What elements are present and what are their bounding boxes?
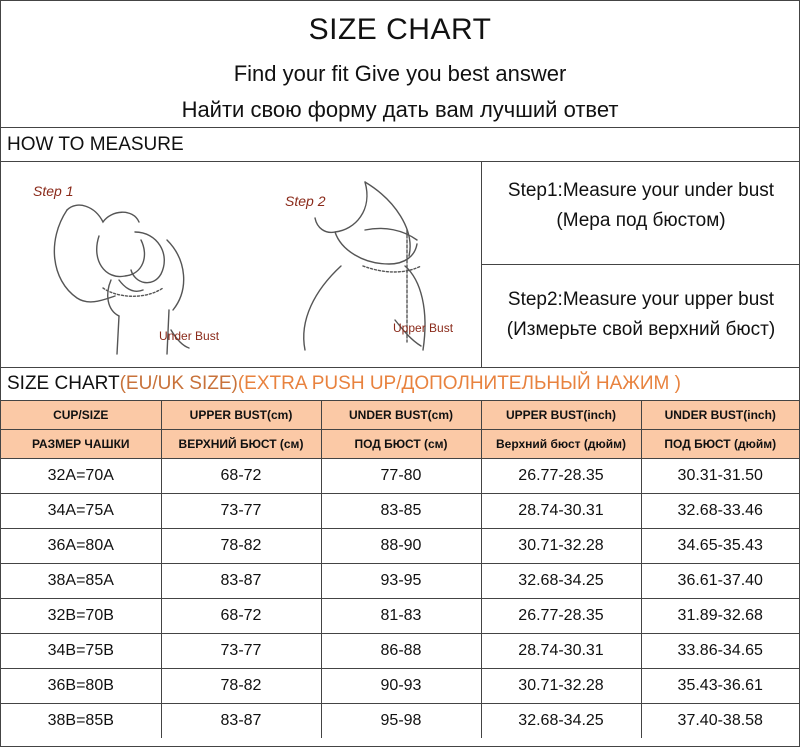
table-cell: 86-88 [321, 634, 481, 669]
table-row [1, 529, 799, 564]
table-cell: 93-95 [321, 564, 481, 599]
step-2-english: Step2:Measure your upper bust [507, 289, 775, 310]
column-header: UPPER BUST(inch) [481, 401, 641, 430]
column-header: РАЗМЕР ЧАШКИ [1, 430, 161, 459]
table-header-row-english [1, 401, 799, 430]
measure-steps [481, 162, 800, 367]
table-cell: 28.74-30.31 [481, 634, 641, 669]
page-title: SIZE CHART [308, 13, 492, 46]
header [1, 1, 799, 128]
column-header: ПОД БЮСТ (дюйм) [641, 430, 799, 459]
table-cell: 83-85 [321, 494, 481, 529]
table-cell: 38B=85B [1, 704, 161, 739]
table-cell: 31.89-32.68 [641, 599, 799, 634]
subtitle-english: Find your fit Give you best answer [233, 61, 567, 86]
table-cell: 73-77 [161, 494, 321, 529]
table-cell: 32B=70B [1, 599, 161, 634]
table-cell: 33.86-34.65 [641, 634, 799, 669]
table-cell: 36B=80B [1, 669, 161, 704]
step-2-label: Step 2 [285, 193, 326, 209]
table-cell: 34.65-35.43 [641, 529, 799, 564]
size-chart-heading [1, 368, 799, 401]
table-cell: 90-93 [321, 669, 481, 704]
size-chart-extra: (EXTRA PUSH UP/ДОПОЛНИТЕЛЬНЫЙ НАЖИМ ) [237, 373, 681, 394]
table-cell: 32.68-34.25 [481, 564, 641, 599]
step-1-instruction [482, 162, 800, 265]
table-cell: 34A=75A [1, 494, 161, 529]
column-header: Верхний бюст (дюйм) [481, 430, 641, 459]
size-chart-title: SIZE CHART [7, 373, 120, 394]
under-bust-illustration [7, 170, 239, 356]
table-cell: 37.40-38.58 [641, 704, 799, 739]
column-header: UPPER BUST(cm) [161, 401, 321, 430]
table-cell: 28.74-30.31 [481, 494, 641, 529]
table-cell: 78-82 [161, 669, 321, 704]
table-cell: 78-82 [161, 529, 321, 564]
upper-bust-illustration [245, 170, 477, 356]
table-cell: 30.71-32.28 [481, 669, 641, 704]
table-cell: 88-90 [321, 529, 481, 564]
table-cell: 26.77-28.35 [481, 459, 641, 494]
table-row [1, 564, 799, 599]
measure-section [1, 162, 799, 368]
table-cell: 77-80 [321, 459, 481, 494]
table-header-row-russian [1, 430, 799, 459]
table-cell: 26.77-28.35 [481, 599, 641, 634]
table-cell: 34B=75B [1, 634, 161, 669]
table-cell: 81-83 [321, 599, 481, 634]
upper-bust-caption: Upper Bust [393, 321, 454, 335]
step-1-english: Step1:Measure your under bust [507, 180, 775, 201]
column-header: UNDER BUST(cm) [321, 401, 481, 430]
column-header: UNDER BUST(inch) [641, 401, 799, 430]
table-cell: 73-77 [161, 634, 321, 669]
table-cell: 30.71-32.28 [481, 529, 641, 564]
table-row [1, 634, 799, 669]
table-cell: 36A=80A [1, 529, 161, 564]
table-cell: 36.61-37.40 [641, 564, 799, 599]
table-row [1, 669, 799, 704]
table-row [1, 494, 799, 529]
column-header: CUP/SIZE [1, 401, 161, 430]
table-cell: 32.68-34.25 [481, 704, 641, 739]
column-header: ПОД БЮСТ (см) [321, 430, 481, 459]
table-cell: 35.43-36.61 [641, 669, 799, 704]
step-1-russian: (Мера под бюстом) [556, 210, 726, 231]
size-table [1, 401, 799, 738]
table-cell: 95-98 [321, 704, 481, 739]
table-cell: 68-72 [161, 459, 321, 494]
table-cell: 83-87 [161, 564, 321, 599]
subtitle-russian: Найти свою форму дать вам лучший ответ [181, 97, 619, 122]
step-2-russian: (Измерьте свой верхний бюст) [506, 319, 776, 340]
table-row [1, 459, 799, 494]
table-cell: 30.31-31.50 [641, 459, 799, 494]
table-cell: 32A=70A [1, 459, 161, 494]
step-2-instruction [482, 265, 800, 367]
table-row [1, 704, 799, 739]
table-cell: 83-87 [161, 704, 321, 739]
how-to-measure-heading: HOW TO MEASURE [1, 128, 799, 162]
size-chart-region: (EU/UK SIZE) [119, 373, 238, 394]
under-bust-caption: Under Bust [159, 329, 220, 343]
table-cell: 32.68-33.46 [641, 494, 799, 529]
table-row [1, 599, 799, 634]
column-header: ВЕРХНИЙ БЮСТ (см) [161, 430, 321, 459]
table-cell: 68-72 [161, 599, 321, 634]
step-1-label: Step 1 [33, 183, 74, 199]
table-cell: 38A=85A [1, 564, 161, 599]
